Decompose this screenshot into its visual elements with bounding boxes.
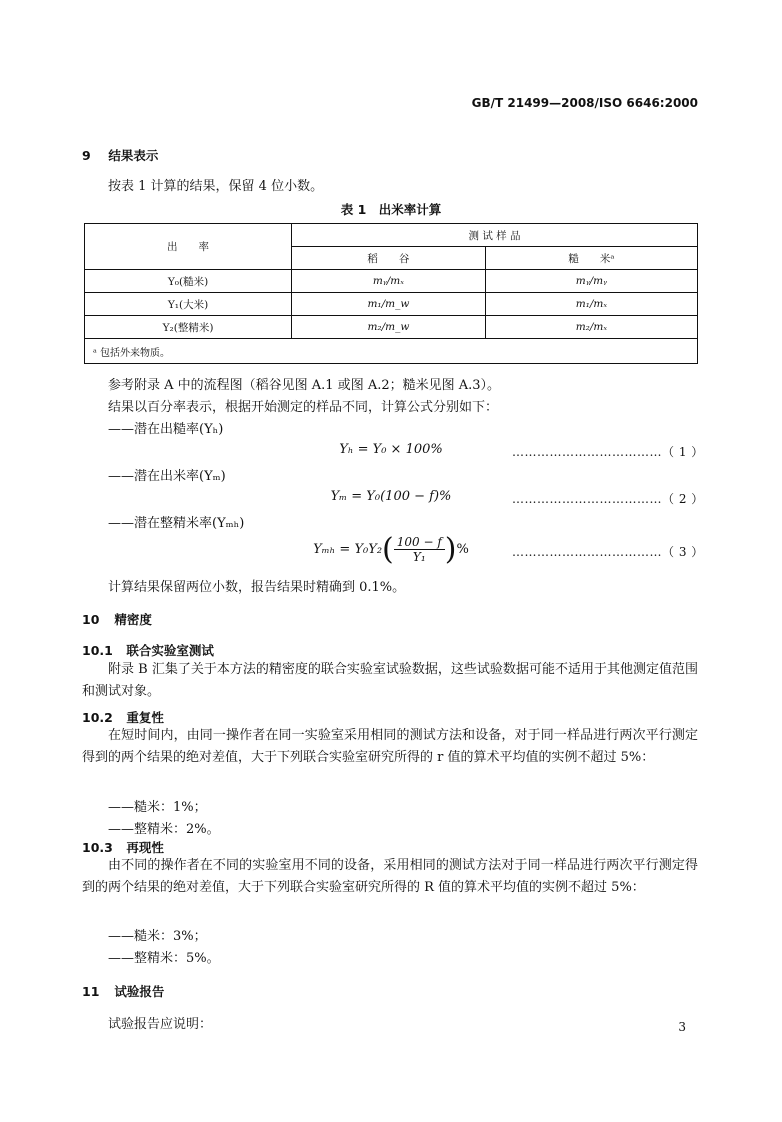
- section-9-heading: [82, 146, 158, 164]
- formula-2-leader: [512, 490, 704, 507]
- section-10-3-heading: [82, 838, 164, 856]
- yield-table: [84, 223, 698, 364]
- item-potential-brown: ——潜在出糙率(Yₕ): [108, 422, 224, 437]
- section-11-heading: [82, 982, 164, 1000]
- paddy-formula: m₂/m_w: [292, 316, 486, 339]
- paddy-formula: mᵧ/mₓ: [292, 270, 486, 293]
- formula-3-leader: [512, 543, 704, 560]
- section-11-title: 试验报告: [114, 984, 165, 999]
- section-10-1-title: 联合实验室测试: [126, 643, 214, 658]
- header-test-sample: 测 试 样 品: [292, 224, 698, 247]
- section-10-2-text: 在短时间内，由同一操作者在同一实验室采用相同的测试方法和设备，对于同一样品进行两次平行测定得到的两个结果的绝对差值，大于下列联合实验室研究所得的 r 值的算术平均值的实例不超过 5%：: [82, 728, 698, 765]
- section-9-title: 结果表示: [108, 148, 159, 163]
- reproducibility-brown: ——糙米：3%；: [108, 929, 207, 944]
- reproducibility-head-rice: ——整精米：5%。: [108, 951, 220, 966]
- formula-2-number: （ 2 ）: [662, 492, 704, 506]
- formula-1-number: （ 1 ）: [662, 445, 704, 459]
- section-10-1-heading: [82, 641, 214, 659]
- calc-intro: 结果以百分率表示，根据开始测定的样品不同，计算公式分别如下：: [108, 400, 499, 415]
- item-potential-milled: ——潜在出米率(Yₘ): [108, 469, 226, 484]
- table-row: [85, 293, 698, 316]
- formula-3: Yₘₕ = Y₀Y₂( $\frac{100 - f}{\text{Y₁}}$ )%: [313, 532, 469, 567]
- formula-3-unit: %: [456, 542, 469, 557]
- repeatability-brown: ——糙米：1%；: [108, 800, 207, 815]
- section-9-number: 9: [82, 148, 91, 163]
- row-label: Y₁(大米): [85, 293, 292, 316]
- row-label: Y₀(糙米): [85, 270, 292, 293]
- table-row: [85, 316, 698, 339]
- table-caption: 表 1 出米率计算: [340, 202, 442, 217]
- paddy-formula: m₁/m_w: [292, 293, 486, 316]
- section-10-3-text: 由不同的操作者在不同的实验室用不同的设备，采用相同的测试方法对于同一样品进行两次平行测定得到的两个结果的绝对差值，大于下列联合实验室研究所得的 R 值的算术平均值的实例不超过 5%：: [82, 858, 698, 895]
- section-9-intro: 按表 1 计算的结果，保留 4 位小数。: [108, 179, 324, 194]
- formula-2-expr: Yₘ = Y₀(100 − f)%: [330, 489, 452, 504]
- page-number: 3: [678, 1020, 686, 1034]
- section-10-1-text: 附录 B 汇集了关于本方法的精密度的联合实验室试验数据，这些试验数据可能不适用于其他测定值范围和测试对象。: [82, 662, 698, 699]
- header-brown-rice: 糙 米ᵃ: [485, 247, 697, 270]
- section-10-3-title: 再现性: [126, 840, 164, 855]
- section-10-heading: [82, 610, 152, 628]
- formula-3-number: （ 3 ）: [662, 545, 704, 559]
- table-row: [85, 270, 698, 293]
- section-10-3-number: 10.3: [82, 840, 113, 855]
- formula-1-leader: [512, 443, 704, 460]
- section-10-title: 精密度: [114, 612, 152, 627]
- dots: ………………………………: [512, 445, 662, 459]
- rounding-note: 计算结果保留两位小数，报告结果时精确到 0.1%。: [108, 580, 406, 595]
- row-label: Y₂(整精米): [85, 316, 292, 339]
- fraction-denominator: Y₁: [412, 550, 426, 564]
- repeatability-head-rice: ——整精米：2%。: [108, 822, 220, 837]
- brown-formula: m₂/mₓ: [485, 316, 697, 339]
- section-10-number: 10: [82, 612, 100, 627]
- fraction-numerator: 100 − f: [394, 535, 445, 550]
- header-rate: 出 率: [85, 224, 292, 270]
- dots: ………………………………: [512, 545, 662, 559]
- dots: ………………………………: [512, 492, 662, 506]
- brown-formula: mᵧ/mᵧ: [485, 270, 697, 293]
- formula-3-fraction: [394, 535, 445, 564]
- section-10-2-heading: [82, 708, 164, 726]
- standard-number: GB/T 21499—2008/ISO 6646:2000: [471, 96, 698, 110]
- brown-formula: m₁/mₓ: [485, 293, 697, 316]
- formula-1-expr: Yₕ = Y₀ × 100%: [339, 442, 443, 457]
- item-potential-head-rice: ——潜在整精米率(Yₘₕ): [108, 516, 245, 531]
- section-10-1-number: 10.1: [82, 643, 113, 658]
- flowchart-reference: 参考附录 A 中的流程图（稻谷见图 A.1 或图 A.2；糙米见图 A.3）。: [108, 378, 501, 393]
- section-10-2-number: 10.2: [82, 710, 113, 725]
- table-footnote: ᵃ 包括外来物质。: [85, 339, 698, 364]
- section-11-number: 11: [82, 984, 100, 999]
- section-11-text: 试验报告应说明：: [108, 1017, 213, 1032]
- section-10-2-title: 重复性: [126, 710, 164, 725]
- formula-3-left: Yₘₕ = Y₀Y₂: [313, 542, 383, 557]
- header-paddy: 稻 谷: [292, 247, 486, 270]
